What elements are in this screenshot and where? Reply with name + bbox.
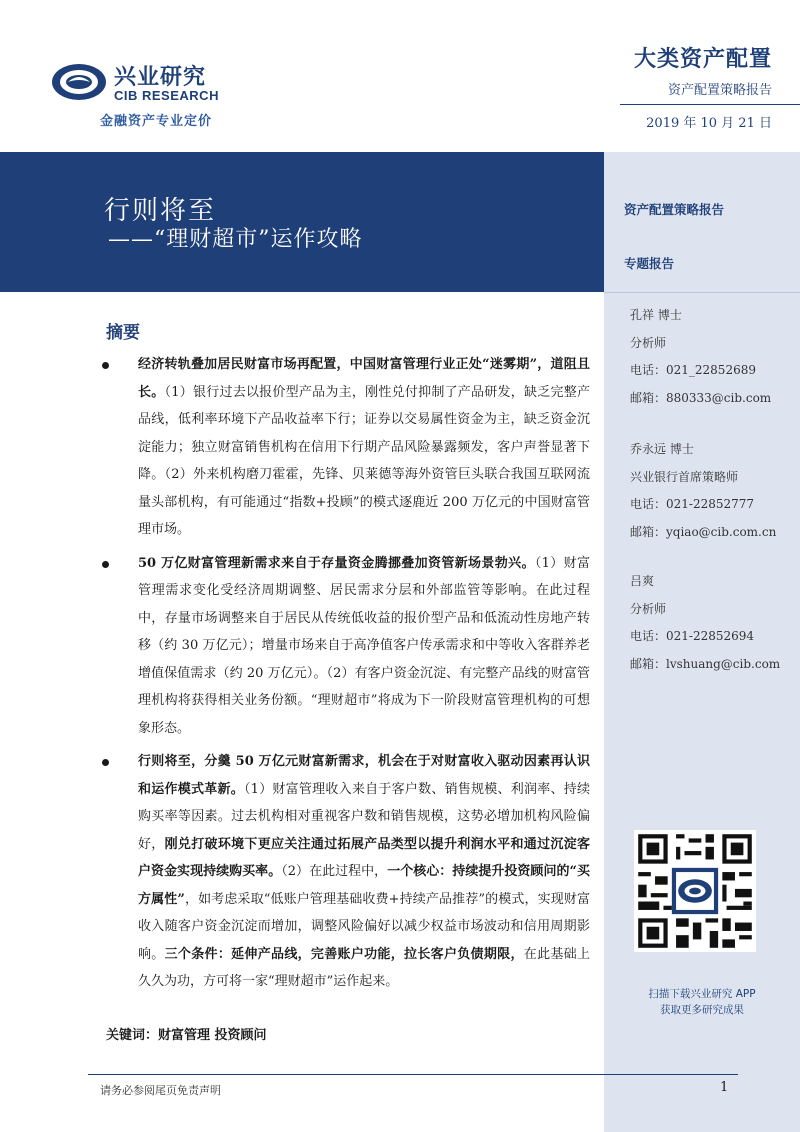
analyst-role: 兴业银行首席策略师 bbox=[630, 469, 739, 484]
qr-code-icon[interactable] bbox=[634, 830, 756, 952]
footer-divider bbox=[88, 1074, 738, 1075]
analyst-name: 吕爽 bbox=[630, 574, 655, 588]
analyst-role: 分析师 bbox=[630, 601, 667, 616]
bullet-text: （1）银行过去以报价型产品为主，刚性兑付抑制了产品研发，缺乏完整产品线，低利率环境下产品收益率下行；证券以交易属性资金为主，缺乏资金沉淀能力；独立财富销售机构在信用下行期产品风险暴露频发，客户声誉显著下降。（2）外来机构磨刀霍霍，先锋、贝莱德等海外资管巨头联合我国互联网流量头部机构，有可能通过“指数+投顾”的模式逐鹿近 200 万亿元的中国财富管理市场。 bbox=[138, 384, 590, 537]
sidebar bbox=[604, 152, 800, 1132]
qr-caption-more: 获取更多研究成果 bbox=[660, 1004, 744, 1016]
logo-english-name: CIB RESEARCH bbox=[114, 88, 219, 103]
analyst-role: 分析师 bbox=[630, 335, 667, 350]
bullet-text: ，如考虑采取“低账户管理基础收费+持续产品推荐”的模式，实现财富收入随客户资金沉淀而增加，调整风险偏好以减少权益市场波动和信用周期影响。 bbox=[138, 891, 591, 962]
analyst-phone: 电话：021_22852689 bbox=[630, 363, 756, 377]
sidebar-report-type: 资产配置策略报告 bbox=[624, 202, 725, 217]
report-date: 2019 年 10 月 21 日 bbox=[646, 116, 772, 131]
analyst-email[interactable]: 邮箱：880333@cib.com bbox=[630, 390, 772, 405]
abstract-bullet bbox=[100, 351, 590, 544]
report-type: 资产配置策略报告 bbox=[667, 83, 772, 98]
cib-logo-icon bbox=[50, 62, 108, 102]
abstract-title: 摘要 bbox=[106, 323, 140, 343]
analyst-card bbox=[630, 302, 771, 412]
sidebar-report-kind: 专题报告 bbox=[624, 256, 675, 271]
analyst-card bbox=[630, 436, 776, 546]
analyst-card bbox=[630, 568, 780, 678]
report-subtitle: ——“理财超市”运作攻略 bbox=[108, 227, 363, 252]
bullet-dot-icon bbox=[102, 561, 109, 568]
bullet-heading: 行则将至，分羹 50 万亿元财富新需求，机会在于对财富收入驱动因素再认识和运作模式革新。 bbox=[138, 754, 590, 797]
logo-chinese-name: 兴业研究 bbox=[114, 65, 207, 90]
bullet-heading: 经济转轨叠加居民财富市场再配置，中国财富管理行业正处“迷雾期”，道阻且长。 bbox=[138, 357, 590, 400]
keywords: 关键词：财富管理 投资顾问 bbox=[106, 1028, 267, 1043]
logo-slogan: 金融资产专业定价 bbox=[100, 114, 213, 129]
analyst-name: 乔永远 博士 bbox=[630, 442, 694, 456]
bullet-emphasis: 三个条件：延伸产品线，完善账户功能，拉长客户负债期限， bbox=[164, 946, 524, 962]
report-category: 大类资产配置 bbox=[633, 47, 772, 72]
abstract-bullet bbox=[100, 748, 590, 996]
analyst-email[interactable]: 邮箱：yqiao@cib.com.cn bbox=[630, 524, 777, 539]
qr-caption-download: 扫描下载兴业研究 APP bbox=[648, 988, 756, 1000]
title-banner bbox=[0, 152, 604, 292]
bullet-text: （1）财富管理需求变化受经济周期调整、居民需求分层和外部监管等影响。在此过程中，存量市场调整来自于居民从传统低收益的报价型产品和低流动性房地产转移（约 30 万亿元）；增量市场来自于高净值客户传承需求和中等收入客群养老增值保值需求（约 20 万亿元）。（2）有客户资金沉淀、有完整产品线的财富管理机构将获得相关业务份额。“理财超市”将成为下一阶段财富管理机构的可想象形态。 bbox=[138, 555, 590, 736]
analyst-phone: 电话：021-22852777 bbox=[630, 497, 755, 511]
report-title: 行则将至 bbox=[104, 196, 217, 226]
abstract-bullet bbox=[100, 550, 590, 743]
bullet-text: 在此基础上久久为功，方可将一家“理财超市”运作起来。 bbox=[138, 946, 590, 989]
analyst-phone: 电话：021-22852694 bbox=[630, 629, 755, 643]
analyst-name: 孔祥 博士 bbox=[630, 308, 682, 322]
bullet-text: （1）财富管理收入来自于客户数、销售规模、利润率、持续购买率等因素。过去机构相对重视客户数和销售规模，这势必增加机构风险偏好， bbox=[138, 781, 590, 852]
cib-research-logo bbox=[50, 58, 240, 128]
header-divider bbox=[620, 104, 800, 105]
analyst-email[interactable]: 邮箱：lvshuang@cib.com bbox=[630, 656, 781, 671]
bullet-emphasis: 一个核心：持续提升投资顾问的“买方属性” bbox=[138, 864, 590, 907]
bullet-text: （2）在此过程中， bbox=[281, 864, 388, 879]
disclaimer-note[interactable]: 请务必参阅尾页免责声明 bbox=[100, 1084, 221, 1097]
sidebar-divider bbox=[604, 292, 800, 293]
page-number: 1 bbox=[720, 1080, 729, 1095]
abstract-section bbox=[100, 318, 590, 996]
bullet-dot-icon bbox=[102, 362, 109, 369]
header-meta bbox=[634, 42, 772, 131]
bullet-emphasis: 刚兑打破环境下更应关注通过拓展产品类型以提升利润水平和通过沉淀客户资金实现持续购买率。 bbox=[138, 836, 590, 879]
bullet-heading: 50 万亿财富管理新需求来自于存量资金腾挪叠加资管新场景勃兴。 bbox=[138, 555, 535, 571]
bullet-dot-icon bbox=[102, 759, 109, 766]
